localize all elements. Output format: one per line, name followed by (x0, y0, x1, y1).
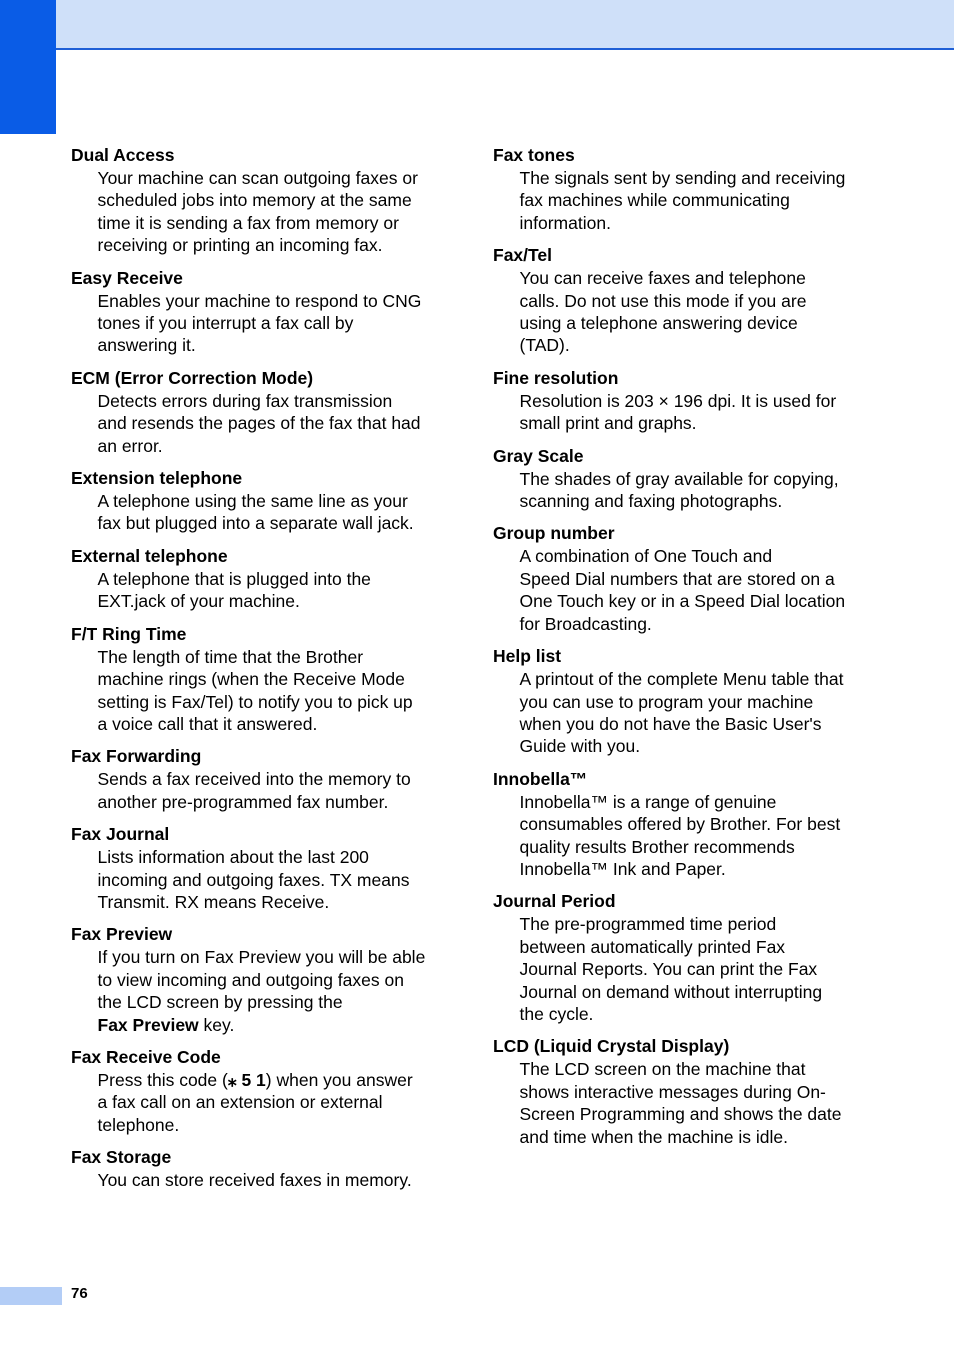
glossary-term: Fax Forwarding (71, 746, 202, 767)
glossary-definition: The pre-programmed time period between automatically printed Fax Journal Reports. You can print the Fax Journal on demand without interrupting the cycle. (519, 914, 823, 1024)
glossary-term: Extension telephone (71, 468, 243, 489)
glossary-definition: You can store received faxes in memory. (97, 1170, 412, 1191)
glossary-right-column (493, 143, 865, 1157)
header-band (56, 0, 954, 50)
definition-text-suffix: key. (198, 1014, 235, 1035)
glossary-entry (71, 1145, 443, 1191)
glossary-term: Fax/Tel (493, 245, 553, 266)
glossary-entry (71, 822, 443, 913)
glossary-entry (493, 644, 865, 758)
glossary-definition: Lists information about the last 200 incoming and outgoing faxes. TX means Transmit. RX means Receive. (97, 847, 410, 912)
fax-preview-key-label: Fax Preview (97, 1014, 199, 1035)
glossary-definition: A combination of One Touch and Speed Dial numbers that are stored on a One Touch key or in a Speed Dial location for Broadcasting. (519, 546, 846, 634)
glossary-term: Journal Period (493, 891, 616, 912)
glossary-definition (98, 946, 444, 1036)
glossary-entry (71, 366, 443, 457)
glossary-definition: You can receive faxes and telephone calls. Do not use this mode if you are using a telephone answering device (TAD). (519, 268, 807, 356)
glossary-entry (71, 143, 443, 257)
footer-bar (0, 1287, 62, 1305)
glossary-term: Dual Access (71, 145, 175, 165)
glossary-definition: Innobella™ is a range of genuine consumables offered by Brother. For best quality results Brother recommends Innobella™ Ink and Paper. (519, 791, 841, 879)
definition-text: If you turn on Fax Preview you will be able to view incoming and outgoing faxes on the LCD screen by pressing the (97, 947, 426, 1013)
glossary-entry (493, 366, 865, 435)
glossary-term: Fax Preview (71, 924, 173, 945)
glossary-entry (71, 922, 443, 1036)
glossary-term: Gray Scale (493, 445, 584, 466)
glossary-entry (71, 544, 443, 613)
glossary-term: F/T Ring Time (71, 623, 187, 644)
glossary-term: Fine resolution (493, 367, 619, 388)
page-number: 76 (71, 1285, 88, 1302)
glossary-term: ECM (Error Correction Mode) (71, 367, 314, 388)
glossary-definition: The length of time that the Brother machine rings (when the Receive Mode setting is Fax/Tel) to notify you to pick up a voice call that it answered. (97, 646, 413, 734)
glossary-entry (493, 889, 865, 1025)
glossary-entry (493, 243, 865, 357)
glossary-entry (71, 466, 443, 535)
glossary-term: Easy Receive (71, 267, 183, 288)
glossary-term: Fax Storage (71, 1147, 172, 1168)
chapter-tab (0, 0, 56, 134)
glossary-definition: The LCD screen on the machine that shows interactive messages during On- Screen Programming and shows the date and time when the machine is idle. (519, 1059, 842, 1147)
glossary-term: Group number (493, 523, 615, 544)
glossary-definition: Sends a fax received into the memory to another pre-programmed fax number. (97, 769, 411, 812)
glossary-term: Fax Journal (71, 824, 170, 845)
glossary-definition: A printout of the complete Menu table that you can use to program your machine when you do not have the Basic User's Guide with you. (519, 669, 844, 757)
glossary-term: Help list (493, 646, 562, 667)
glossary-entry (71, 266, 443, 357)
glossary-definition: A telephone using the same line as your fax but plugged into a separate wall jack. (97, 491, 414, 534)
glossary-term: Innobella™ (493, 768, 588, 789)
glossary-entry (493, 767, 865, 881)
definition-text: Press this code ( (97, 1069, 228, 1090)
glossary-term: Fax tones (493, 145, 575, 165)
glossary-entry (493, 444, 865, 513)
glossary-entry (493, 143, 865, 234)
glossary-entry (71, 1045, 443, 1136)
glossary-definition: The signals sent by sending and receiving fax machines while communicating information. (519, 168, 846, 233)
definition-text-suffix: ) when you answer a fax call on an extension or external telephone. (97, 1069, 413, 1135)
glossary-entry (71, 622, 443, 736)
glossary-left-column (71, 143, 443, 1201)
glossary-definition: Detects errors during fax transmission and resends the pages of the fax that had an error. (97, 390, 421, 456)
glossary-entry (71, 744, 443, 813)
glossary-definition (98, 1069, 444, 1136)
glossary-entry (493, 521, 865, 635)
glossary-definition: A telephone that is plugged into the EXT.jack of your machine. (97, 568, 371, 612)
glossary-definition: The shades of gray available for copying, scanning and faxing photographs. (519, 468, 839, 512)
glossary-term: LCD (Liquid Crystal Display) (493, 1036, 730, 1057)
glossary-definition: Your machine can scan outgoing faxes or scheduled jobs into memory at the same time it is sending a fax from memory or receiving or printing an incoming fax. (97, 168, 418, 256)
glossary-term: External telephone (71, 545, 228, 566)
glossary-definition: Enables your machine to respond to CNG tones if you interrupt a fax call by answering it. (97, 290, 422, 356)
glossary-entry (493, 1034, 865, 1148)
receive-code-value: ⁎ 5 1 (227, 1069, 266, 1090)
glossary-definition: Resolution is 203 × 196 dpi. It is used for small print and graphs. (519, 390, 837, 434)
glossary-term: Fax Receive Code (71, 1046, 221, 1067)
